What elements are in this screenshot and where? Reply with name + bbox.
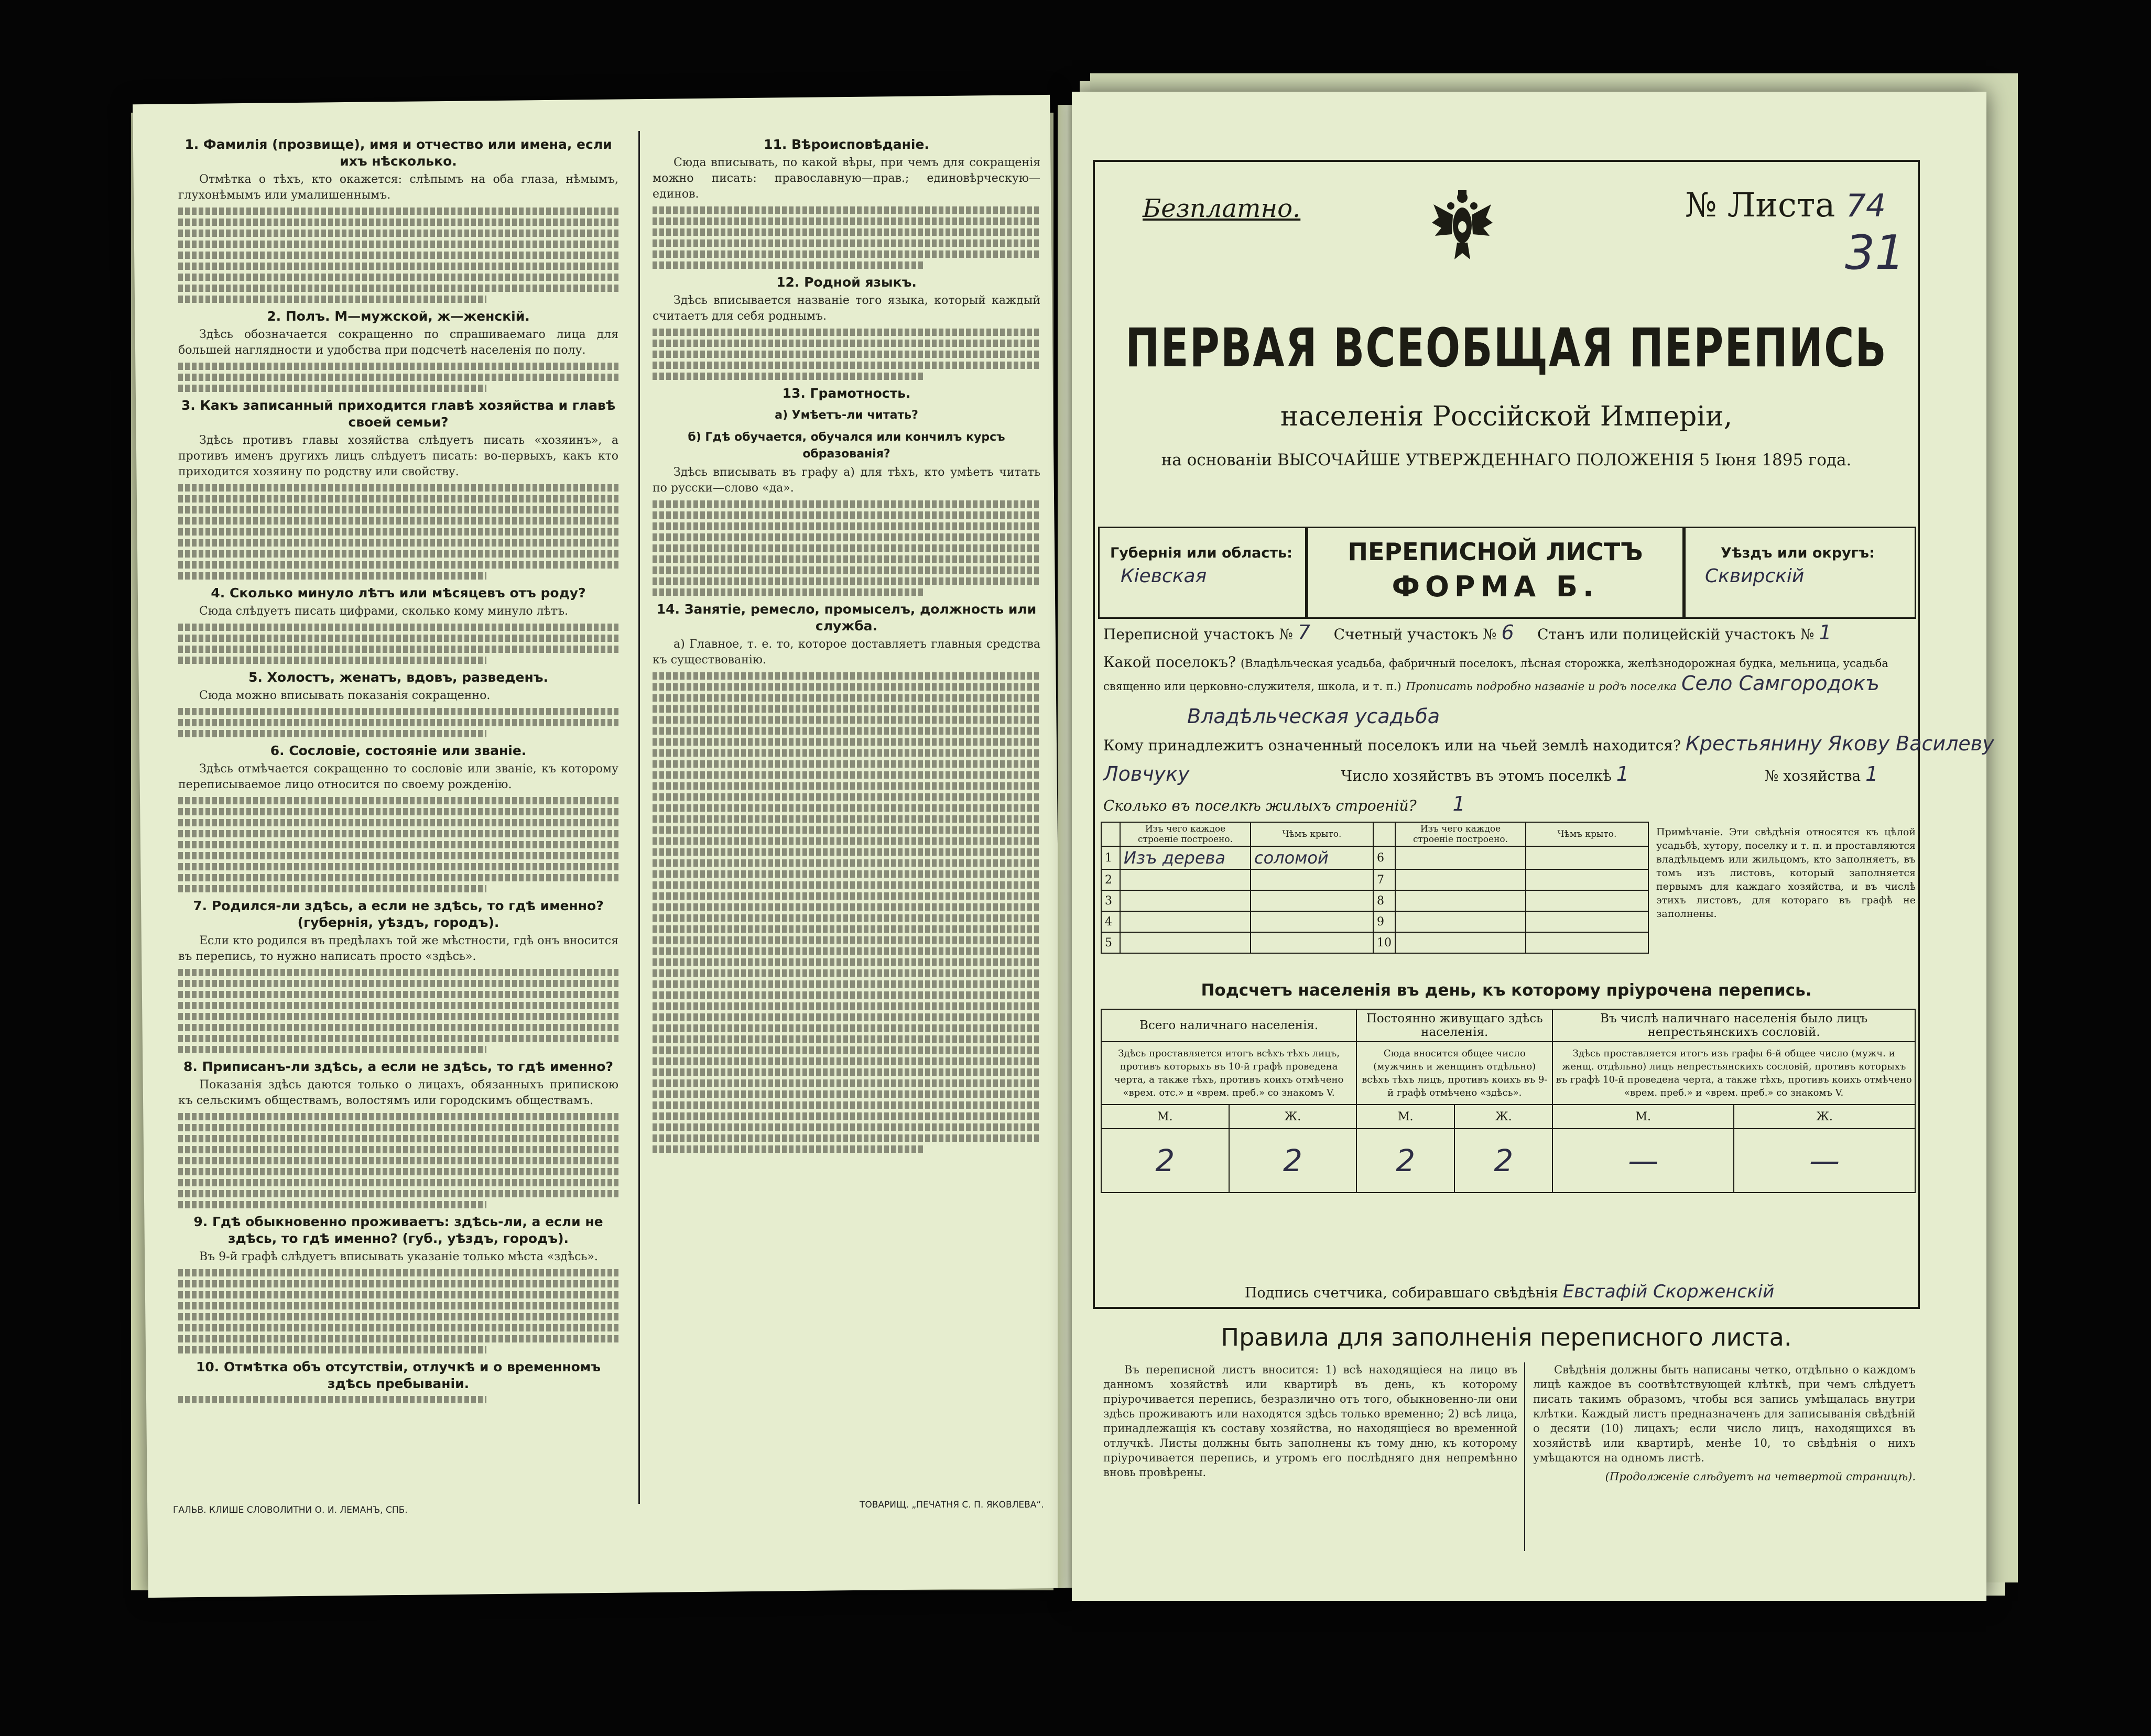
fine-print-line bbox=[178, 730, 486, 737]
section-heading: 5. Холостъ, женатъ, вдовъ, разведенъ. bbox=[248, 670, 549, 685]
male-header: М. bbox=[1101, 1105, 1229, 1129]
section-heading: 14. Занятіе, ремесло, промыселъ, должность или служба. bbox=[656, 602, 1037, 634]
owner-label: Кому принадлежитъ означенный поселокъ или на чьей землѣ находится? bbox=[1103, 737, 1681, 754]
rules-text-b: Свѣдѣнія должны быть написаны четко, отдѣльно о каждомъ лицѣ каждое въ соотвѣтствующей клѣткѣ, при чемъ слѣдуетъ писать такимъ образомъ, чтобы вся запись умѣщалась внутри клѣтки. Каждый листъ предназначенъ для записыванія свѣдѣній о десяти (10) лицахъ; если число лицъ, находящихся въ хозяйствѣ или квартирѣ, менѣе 10, то свѣдѣнія о нихъ умѣщаются на одномъ листѣ. bbox=[1533, 1363, 1916, 1464]
table-row: 5 10 bbox=[1101, 932, 1648, 953]
section-heading: 12. Родной языкъ. bbox=[776, 275, 917, 290]
fine-print-line bbox=[653, 511, 1040, 519]
rules-continued: (Продолженіе слѣдуетъ на четвертой страницѣ). bbox=[1605, 1470, 1916, 1483]
fine-print-line bbox=[653, 1079, 1040, 1087]
fine-print-line bbox=[178, 495, 618, 503]
permanent-male-value: 2 bbox=[1356, 1129, 1454, 1193]
fine-print-line bbox=[178, 572, 486, 580]
fine-print-line bbox=[178, 550, 618, 558]
fine-print-line bbox=[178, 1024, 618, 1031]
fine-print-line bbox=[178, 1179, 618, 1186]
free-label: Безплатно. bbox=[1143, 194, 1301, 223]
total-present-description: Здѣсь проставляется итогъ всѣхъ тѣхъ лицъ, противъ которыхъ въ 10-й графѣ проведена черта, а также тѣхъ, противъ коихъ отмѣчено «врем. отс.» и «врем. преб.» со знакомъ V. bbox=[1101, 1042, 1356, 1105]
fine-print-line bbox=[178, 863, 618, 870]
fine-print-line bbox=[178, 1168, 618, 1175]
roof-header: Чѣмъ крыто. bbox=[1251, 822, 1373, 846]
fine-print-line bbox=[653, 1035, 1040, 1043]
printer-credit-right: ТОВАРИЩ. „ПЕЧАТНЯ С. П. ЯКОВЛЕВА“. bbox=[860, 1500, 1044, 1510]
sheet-number-value: 74 bbox=[1845, 188, 1886, 224]
section-text: Здѣсь вписывать въ графу а) для тѣхъ, кто умѣетъ читать по русски—слово «да». bbox=[653, 466, 1040, 495]
fine-print-line bbox=[653, 914, 1040, 922]
census-area-label: Переписной участокъ № bbox=[1103, 626, 1293, 643]
fine-print-line bbox=[653, 522, 1040, 530]
fine-print-line bbox=[178, 852, 618, 859]
census-title: ПЕРВАЯ ВСЕОБЩАЯ ПЕРЕПИСЬ bbox=[1125, 318, 1887, 379]
fine-print-line bbox=[178, 1346, 486, 1353]
section-heading: 6. Сословіе, состояніе или званіе. bbox=[270, 743, 527, 758]
fine-print-line bbox=[178, 1146, 618, 1153]
fine-print-line bbox=[178, 363, 618, 370]
fine-print-line bbox=[178, 646, 618, 653]
table-row: 3 8 bbox=[1101, 890, 1648, 911]
fine-print-line bbox=[653, 848, 1040, 856]
buildings-note: Примѣчаніе. Эти свѣдѣнія относятся къ цѣлой усадьбѣ, хутору, поселку и т. п. и проставляются владѣльцемъ или жильцомъ, кто заполняетъ, въ томъ изъ листовъ, который заполняется первымъ для каждаго хозяйства, и въ числѣ этихъ листовъ, для котораго въ графѣ не заполнены. bbox=[1656, 826, 1916, 920]
fine-print-line bbox=[653, 727, 1040, 735]
fine-print-line bbox=[178, 819, 618, 826]
buildings-label: Сколько въ поселкѣ жилыхъ строеній? bbox=[1103, 797, 1417, 814]
fine-print-line bbox=[653, 760, 1040, 768]
non-peasant-description: Здѣсь проставляется итогъ изъ графы 6-й общее число (мужч. и женщ. отдѣльно) лицъ непрестьянскихъ сословій, противъ которыхъ въ графѣ 10-й проведена черта, а также тѣхъ, противъ коихъ отмѣчено «врем. преб.» и «врем. преб.» со знакомъ V. bbox=[1552, 1042, 1915, 1105]
section-heading: 7. Родился-ли здѣсь, а если не здѣсь, то гдѣ именно? (губернія, уѣздъ, городъ). bbox=[193, 898, 604, 930]
fine-print-line bbox=[178, 1035, 618, 1042]
handwritten-page-number: 31 bbox=[1845, 225, 1905, 280]
fine-print-line bbox=[653, 925, 1040, 933]
signature-label: Подпись счетчика, собиравшаго свѣдѣнія bbox=[1244, 1285, 1559, 1301]
counting-area-label: Счетный участокъ № bbox=[1333, 626, 1497, 643]
fine-print-line bbox=[178, 969, 618, 976]
settlement-label: Какой поселокъ? bbox=[1103, 653, 1236, 671]
permanent-residents-description: Сюда вносится общее число (мужчинъ и женщинъ отдѣльно) всѣхъ тѣхъ лицъ, противъ коихъ въ 9-й графѣ отмѣчено «здѣсь». bbox=[1356, 1042, 1552, 1105]
fine-print-line bbox=[178, 719, 618, 726]
roof-header-2: Чѣмъ крыто. bbox=[1526, 822, 1648, 846]
fine-print-line bbox=[653, 362, 1040, 369]
section-heading: 10. Отмѣтка объ отсутствіи, отлучкѣ и о временномъ здѣсь пребываніи. bbox=[195, 1359, 601, 1391]
fine-print-line bbox=[178, 506, 618, 514]
fine-print-line bbox=[653, 958, 1040, 966]
fine-print-line bbox=[653, 881, 1040, 889]
settlement-hint: (Владѣльческая усадьба, фабричный поселокъ, лѣсная сторожка, желѣзнодорожная будка, мельница, усадьба священно или церковно-служителя, школа, и т. п.) bbox=[1103, 657, 1888, 693]
fine-print-line bbox=[178, 241, 618, 248]
fine-print-line bbox=[653, 705, 1040, 713]
fine-print-line bbox=[653, 826, 1040, 834]
section-subheading: б) Гдѣ обучается, обучался или кончилъ курсъ образованія? bbox=[688, 431, 1005, 461]
fine-print-line bbox=[178, 1291, 618, 1298]
households-label: Число хозяйствъ въ этомъ поселкѣ bbox=[1341, 767, 1612, 784]
fine-print-line bbox=[653, 577, 1040, 585]
fine-print-line bbox=[653, 870, 1040, 878]
fine-print-line bbox=[178, 708, 618, 715]
gubernia-value: Кіевская bbox=[1121, 565, 1207, 587]
fine-print-line bbox=[178, 1302, 618, 1309]
fine-print-line bbox=[178, 208, 618, 215]
fine-print-line bbox=[178, 1335, 618, 1342]
fine-print-line bbox=[653, 1090, 1040, 1098]
fine-print-line bbox=[178, 657, 486, 664]
building-material: Изъ дерева bbox=[1120, 846, 1251, 869]
fine-print-line bbox=[178, 797, 618, 804]
section-text: Если кто родился въ предѣлахъ той же мѣстности, гдѣ онъ вносится въ перепись, то нужно написать просто «здѣсь». bbox=[178, 934, 618, 963]
fine-print-line bbox=[653, 1024, 1040, 1032]
section-text: Отмѣтка о тѣхъ, кто окажется: слѣпымъ на оба глаза, нѣмымъ, глухонѣмымъ или умалишеннымъ. bbox=[178, 173, 618, 202]
household-no-label: № хозяйства bbox=[1764, 767, 1861, 784]
table-row: 1 Изъ дерева соломой 6 bbox=[1101, 846, 1648, 869]
sheet-number-label: № Листа bbox=[1685, 186, 1835, 225]
fine-print-line bbox=[653, 892, 1040, 900]
section-heading: 4. Сколько минуло лѣтъ или мѣсяцевъ отъ роду? bbox=[211, 585, 586, 600]
fine-print-line bbox=[178, 539, 618, 547]
district-line bbox=[1103, 623, 1916, 645]
fine-print-line bbox=[653, 340, 1040, 347]
non-peasant-female-value: — bbox=[1734, 1129, 1915, 1193]
fine-print-line bbox=[178, 528, 618, 536]
building-roof: соломой bbox=[1251, 846, 1373, 869]
fine-print-line bbox=[178, 874, 618, 881]
stan-value: 1 bbox=[1819, 621, 1832, 644]
fine-print-line bbox=[653, 815, 1040, 823]
fine-print-line bbox=[653, 1112, 1040, 1120]
fine-print-line bbox=[653, 1013, 1040, 1021]
fine-print-line bbox=[178, 1269, 618, 1276]
non-peasant-male-value: — bbox=[1552, 1129, 1734, 1193]
fine-print-line bbox=[653, 804, 1040, 812]
fine-print-line bbox=[653, 749, 1040, 757]
fine-print-line bbox=[653, 1046, 1040, 1054]
fine-print-line bbox=[653, 1002, 1040, 1010]
settlement-value-2: Владѣльческая усадьба bbox=[1187, 705, 1440, 728]
book-spine bbox=[1058, 105, 1073, 1588]
fine-print-line bbox=[178, 830, 618, 837]
section-text: Показанія здѣсь даются только о лицахъ, обязанныхъ припискою къ сельскимъ обществамъ, волостямъ или городскимъ обществамъ. bbox=[178, 1078, 618, 1107]
section-text: а) Главное, т. е. то, которое доставляетъ главныя средства къ существованію. bbox=[653, 638, 1040, 667]
settlement-line-2 bbox=[1103, 706, 2000, 728]
fine-print-line bbox=[653, 329, 1040, 336]
owner-line bbox=[1103, 732, 1994, 756]
fine-print-line bbox=[653, 1134, 1040, 1142]
fine-print-line bbox=[653, 793, 1040, 801]
households-line bbox=[1103, 764, 1916, 786]
fine-print-line bbox=[653, 1123, 1040, 1131]
fine-print-line bbox=[653, 1101, 1040, 1109]
left-page-column-divider bbox=[638, 131, 640, 1504]
fine-print-line bbox=[653, 500, 1040, 508]
fine-print-line bbox=[653, 771, 1040, 779]
fine-print-line bbox=[653, 738, 1040, 746]
sheet-number bbox=[1685, 186, 1886, 225]
fine-print-line bbox=[653, 566, 1040, 574]
form-type: ФОРМА Б. bbox=[1392, 570, 1599, 603]
rules-text-a: Въ переписной листъ вносится: 1) всѣ находящіеся на лицо въ данномъ хозяйствѣ или квартирѣ въ день, къ которому пріурочивается перепись, безразлично отъ того, обыкновенно-ли они здѣсь проживаютъ или находятся здѣсь только временно; 2) всѣ лица, принадлежащія къ составу хозяйства, но находящіеся во временной отлучкѣ. Листы должны быть заполнены къ тому дню, къ которому пріурочивается перепись, и утромъ его послѣдняго дня непремѣнно вновь провѣрены. bbox=[1103, 1363, 1517, 1479]
fine-print-line bbox=[178, 296, 486, 303]
total-present-header: Всего наличнаго населенія. bbox=[1101, 1009, 1356, 1042]
fine-print-line bbox=[178, 263, 618, 270]
fine-print-line bbox=[178, 1157, 618, 1164]
fine-print-line bbox=[178, 1135, 618, 1142]
fine-print-line bbox=[178, 285, 618, 292]
permanent-female-value: 2 bbox=[1454, 1129, 1552, 1193]
rules-title: Правила для заполненія переписного листа. bbox=[1221, 1323, 1792, 1351]
stan-label: Станъ или полицейскій участокъ № bbox=[1537, 626, 1815, 643]
fine-print-line bbox=[653, 672, 1040, 680]
section-subheading: а) Умѣетъ-ли читать? bbox=[775, 409, 918, 422]
fine-print-line bbox=[653, 555, 1040, 563]
section-heading: 8. Приписанъ-ли здѣсь, а если не здѣсь, то гдѣ именно? bbox=[183, 1059, 613, 1074]
fine-print-line bbox=[178, 624, 618, 631]
buildings-line bbox=[1103, 794, 1916, 816]
section-text: Сюда можно вписывать показанія сокращенно. bbox=[199, 689, 491, 702]
fine-print-line bbox=[178, 1201, 486, 1208]
female-header: Ж. bbox=[1734, 1105, 1915, 1129]
total-female-value: 2 bbox=[1229, 1129, 1357, 1193]
counting-area-value: 6 bbox=[1501, 621, 1514, 644]
fine-print-line bbox=[653, 782, 1040, 790]
fine-print-line bbox=[178, 561, 618, 569]
fine-print-line bbox=[653, 936, 1040, 944]
printer-credit-left: ГАЛЬВ. КЛИШЕ СЛОВОЛИТНИ О. И. ЛЕМАНЪ, СПБ. bbox=[173, 1505, 408, 1515]
section-text: Здѣсь обозначается сокращенно по спрашиваемаго лица для большей наглядности и удобства при подсчетѣ населенія по полу. bbox=[178, 328, 618, 357]
fine-print-line bbox=[653, 991, 1040, 999]
household-no-value: 1 bbox=[1865, 762, 1878, 785]
male-header: М. bbox=[1356, 1105, 1454, 1129]
section-heading: 1. Фамилія (прозвище), имя и отчество или имена, если ихъ нѣсколько. bbox=[184, 137, 612, 169]
fine-print-line bbox=[653, 533, 1040, 541]
section-text: Въ 9-й графѣ слѣдуетъ вписывать указаніе только мѣста «здѣсь». bbox=[199, 1250, 598, 1263]
material-header-2: Изъ чего каждое строеніе построено. bbox=[1395, 822, 1526, 846]
fine-print-line bbox=[653, 217, 1040, 225]
section-text: Здѣсь вписывается названіе того языка, который каждый считаетъ для себя роднымъ. bbox=[653, 294, 1040, 323]
fine-print-line bbox=[178, 1396, 486, 1403]
form-title-box bbox=[1305, 527, 1686, 619]
female-header: Ж. bbox=[1229, 1105, 1357, 1129]
fine-print-line bbox=[653, 261, 924, 269]
fine-print-line bbox=[653, 206, 1040, 214]
section-text: Сюда слѣдуетъ писать цифрами, сколько кому минуло лѣтъ. bbox=[199, 605, 569, 618]
fine-print-line bbox=[653, 947, 1040, 955]
section-heading: 13. Грамотность. bbox=[782, 386, 911, 401]
fine-print-line bbox=[178, 1280, 618, 1287]
fine-print-line bbox=[178, 1324, 618, 1331]
fine-print-line bbox=[653, 1057, 1040, 1065]
fine-print-line bbox=[653, 373, 924, 380]
permanent-residents-header: Постоянно живущаго здѣсь населенія. bbox=[1356, 1009, 1552, 1042]
section-text: Здѣсь противъ главы хозяйства слѣдуетъ писать «хозяинъ», а противъ именъ другихъ лицъ слѣдуетъ писать: во-первыхъ, какъ кто приходится хозяину по родству или свойству. bbox=[178, 434, 618, 478]
fine-print-line bbox=[178, 374, 618, 381]
uezd-label: Уѣздъ или округъ: bbox=[1721, 545, 1875, 561]
fine-print-line bbox=[653, 859, 1040, 867]
material-header: Изъ чего каждое строеніе построено. bbox=[1120, 822, 1251, 846]
fine-print-line bbox=[178, 1013, 618, 1020]
fine-print-line bbox=[178, 980, 618, 987]
total-male-value: 2 bbox=[1101, 1129, 1229, 1193]
fine-print-line bbox=[178, 484, 618, 492]
uezd-value: Сквирскій bbox=[1705, 565, 1805, 587]
fine-print-line bbox=[653, 969, 1040, 977]
section-heading: 2. Полъ. М—мужской, ж—женскій. bbox=[267, 309, 530, 324]
settlement-value: Село Самгородокъ bbox=[1681, 672, 1880, 695]
fine-print-line bbox=[653, 250, 1040, 258]
section-heading: 11. Вѣроисповѣданіе. bbox=[764, 137, 929, 152]
rules-divider bbox=[1524, 1362, 1525, 1551]
fine-print-line bbox=[178, 230, 618, 237]
section-heading: 9. Гдѣ обыкновенно проживаетъ: здѣсь-ли, а если не здѣсь, то гдѣ именно? (губ., уѣздъ, городъ). bbox=[193, 1214, 603, 1246]
settlement-hint-2: Прописать подробно названіе и родъ поселка bbox=[1406, 680, 1677, 693]
fine-print-line bbox=[653, 588, 924, 596]
signature-value: Евстафій Скорженскій bbox=[1562, 1281, 1775, 1302]
fine-print-line bbox=[653, 980, 1040, 988]
section-heading: 3. Какъ записанный приходится главѣ хозяйства и главѣ своей семьи? bbox=[181, 398, 616, 430]
gubernia-box bbox=[1098, 527, 1308, 619]
fine-print-line bbox=[178, 252, 618, 259]
buildings-table bbox=[1101, 822, 1649, 954]
enumerator-signature-line bbox=[1103, 1281, 1916, 1302]
population-count-table bbox=[1101, 1009, 1916, 1193]
fine-print-line bbox=[178, 635, 618, 642]
fine-print-line bbox=[653, 694, 1040, 702]
gubernia-label: Губернія или область: bbox=[1110, 545, 1292, 561]
fine-print-line bbox=[178, 219, 618, 226]
settlement-line bbox=[1103, 652, 1916, 696]
fine-print-line bbox=[653, 228, 1040, 236]
fine-print-line bbox=[178, 1190, 618, 1197]
owner-value: Крестьянину Якову Василеву bbox=[1685, 732, 1994, 755]
fine-print-line bbox=[178, 517, 618, 525]
census-legal-basis: на основаніи ВЫСОЧАЙШЕ УТВЕРЖДЕННАГО ПОЛОЖЕНІЯ 5 Іюня 1895 года. bbox=[1161, 451, 1852, 470]
fine-print-line bbox=[178, 385, 486, 392]
fine-print-line bbox=[653, 716, 1040, 724]
fine-print-line bbox=[653, 903, 1040, 911]
uezd-box bbox=[1682, 527, 1916, 619]
male-header: М. bbox=[1552, 1105, 1734, 1129]
fine-print-line bbox=[178, 274, 618, 281]
non-peasant-header: Въ числѣ наличнаго населенія было лицъ непрестьянскихъ сословій. bbox=[1552, 1009, 1915, 1042]
owner-value-2: Ловчуку bbox=[1103, 762, 1190, 785]
fine-print-line bbox=[178, 1124, 618, 1131]
rules-column-2 bbox=[1533, 1362, 1916, 1484]
fine-print-line bbox=[653, 837, 1040, 845]
population-count-title: Подсчетъ населенія въ день, къ которому пріурочена перепись. bbox=[1201, 981, 1812, 1000]
left-column-1 bbox=[178, 131, 618, 1407]
fine-print-line bbox=[653, 1068, 1040, 1076]
section-text: Здѣсь отмѣчается сокращенно то сословіе или званіе, къ которому переписываемое лицо относится по своему рожденію. bbox=[178, 762, 618, 791]
fine-print-line bbox=[178, 1046, 486, 1053]
left-column-2 bbox=[653, 131, 1040, 1156]
fine-print-line bbox=[178, 808, 618, 815]
fine-print-line bbox=[653, 239, 1040, 247]
fine-print-line bbox=[653, 544, 1040, 552]
table-row: 2 7 bbox=[1101, 869, 1648, 890]
buildings-value: 1 bbox=[1452, 792, 1465, 815]
rules-column-1 bbox=[1103, 1362, 1517, 1484]
double-headed-eagle-icon bbox=[1431, 186, 1494, 265]
form-title: ПЕРЕПИСНОЙ ЛИСТЪ bbox=[1348, 538, 1643, 566]
fine-print-line bbox=[178, 841, 618, 848]
fine-print-line bbox=[178, 1002, 618, 1009]
fine-print-line bbox=[178, 885, 486, 892]
fine-print-line bbox=[653, 351, 1040, 358]
fine-print-line bbox=[653, 1145, 924, 1153]
fine-print-line bbox=[178, 1113, 618, 1120]
census-area-value: 7 bbox=[1297, 621, 1311, 644]
female-header: Ж. bbox=[1454, 1105, 1552, 1129]
section-text: Сюда вписывать, по какой вѣры, при чемъ для сокращенія можно писать: православную—прав.; единовѣрческую—единов. bbox=[653, 156, 1040, 201]
fine-print-line bbox=[178, 991, 618, 998]
households-value: 1 bbox=[1616, 762, 1629, 785]
census-subtitle: населенія Россійской Имперіи, bbox=[1280, 401, 1733, 432]
fine-print-line bbox=[178, 1313, 618, 1320]
fine-print-line bbox=[653, 683, 1040, 691]
table-row: 4 9 bbox=[1101, 911, 1648, 932]
